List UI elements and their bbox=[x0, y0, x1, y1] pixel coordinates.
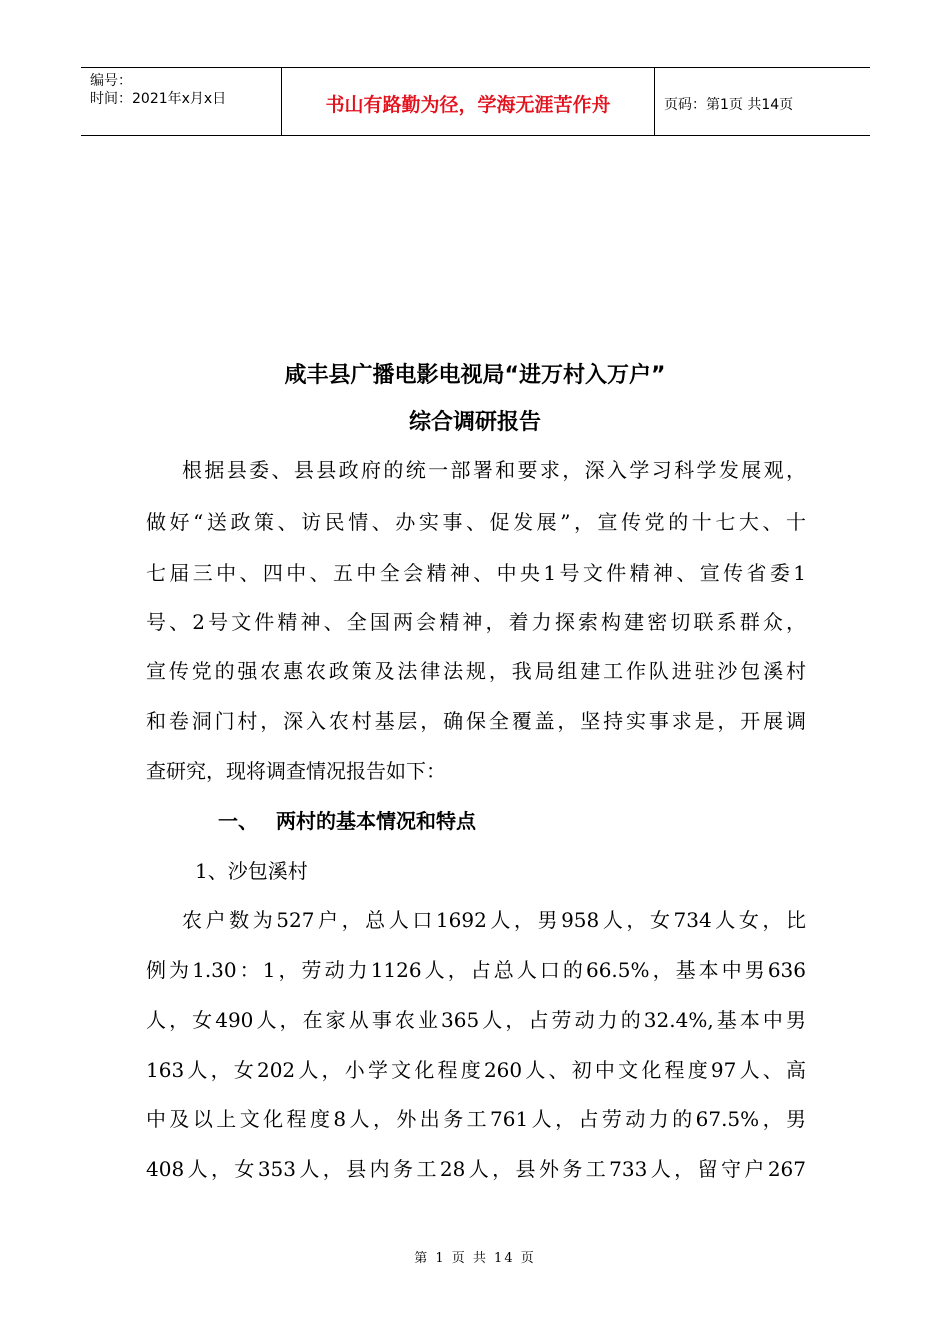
header-meta-cell bbox=[81, 68, 282, 135]
body-line: 163人，女202人，小学文化程度260人、初中文化程度97人、高 bbox=[146, 1058, 806, 1082]
intro-line: 七届三中、四中、五中全会精神、中央1号文件精神、宣传省委1 bbox=[146, 561, 806, 585]
body-line: 人，女490人，在家从事农业365人，占劳动力的32.4%,基本中男 bbox=[146, 1008, 806, 1032]
section-heading bbox=[218, 809, 476, 833]
header-page-info: 页码：第1页 共14页 bbox=[664, 96, 794, 113]
body-line: 中及以上文化程度8人，外出务工761人，占劳动力的67.5%，男 bbox=[146, 1107, 806, 1131]
intro-line: 和卷洞门村，深入农村基层，确保全覆盖，坚持实事求是，开展调 bbox=[146, 709, 806, 733]
body-line: 农户数为527户，总人口1692人，男958人，女734人女，比 bbox=[182, 908, 806, 932]
page-header bbox=[81, 67, 870, 136]
header-motto: 书山有路勤为径，学海无涯苦作舟 bbox=[282, 68, 655, 135]
document-title-line-1: 咸丰县广播电影电视局“进万村入万户” bbox=[284, 363, 666, 388]
subsection-heading: 1、沙包溪村 bbox=[195, 859, 308, 883]
document-title-line-2: 综合调研报告 bbox=[408, 410, 541, 435]
page-footer: 第 1 页 共 14 页 bbox=[414, 1251, 536, 1266]
section-title: 两村的基本情况和特点 bbox=[276, 809, 476, 833]
time-label: 时间：2021年x月x日 bbox=[90, 91, 227, 107]
intro-line: 宣传党的强农惠农政策及法律法规，我局组建工作队进驻沙包溪村 bbox=[146, 659, 806, 683]
intro-line: 查研究，现将调查情况报告如下： bbox=[146, 759, 446, 783]
number-label: 编号： bbox=[90, 73, 132, 89]
body-line: 例为1.30：1，劳动力1126人，占总人口的66.5%，基本中男636 bbox=[146, 958, 806, 982]
section-number: 一、 bbox=[218, 809, 258, 833]
intro-line: 做好“送政策、访民情、办实事、促发展”，宣传党的十七大、十 bbox=[146, 510, 806, 534]
body-line: 408人，女353人，县内务工28人，县外务工733人，留守户267 bbox=[146, 1157, 806, 1181]
intro-line: 根据县委、县县政府的统一部署和要求，深入学习科学发展观， bbox=[182, 458, 806, 482]
intro-line: 号、2号文件精神、全国两会精神，着力探索构建密切联系群众， bbox=[146, 610, 806, 634]
